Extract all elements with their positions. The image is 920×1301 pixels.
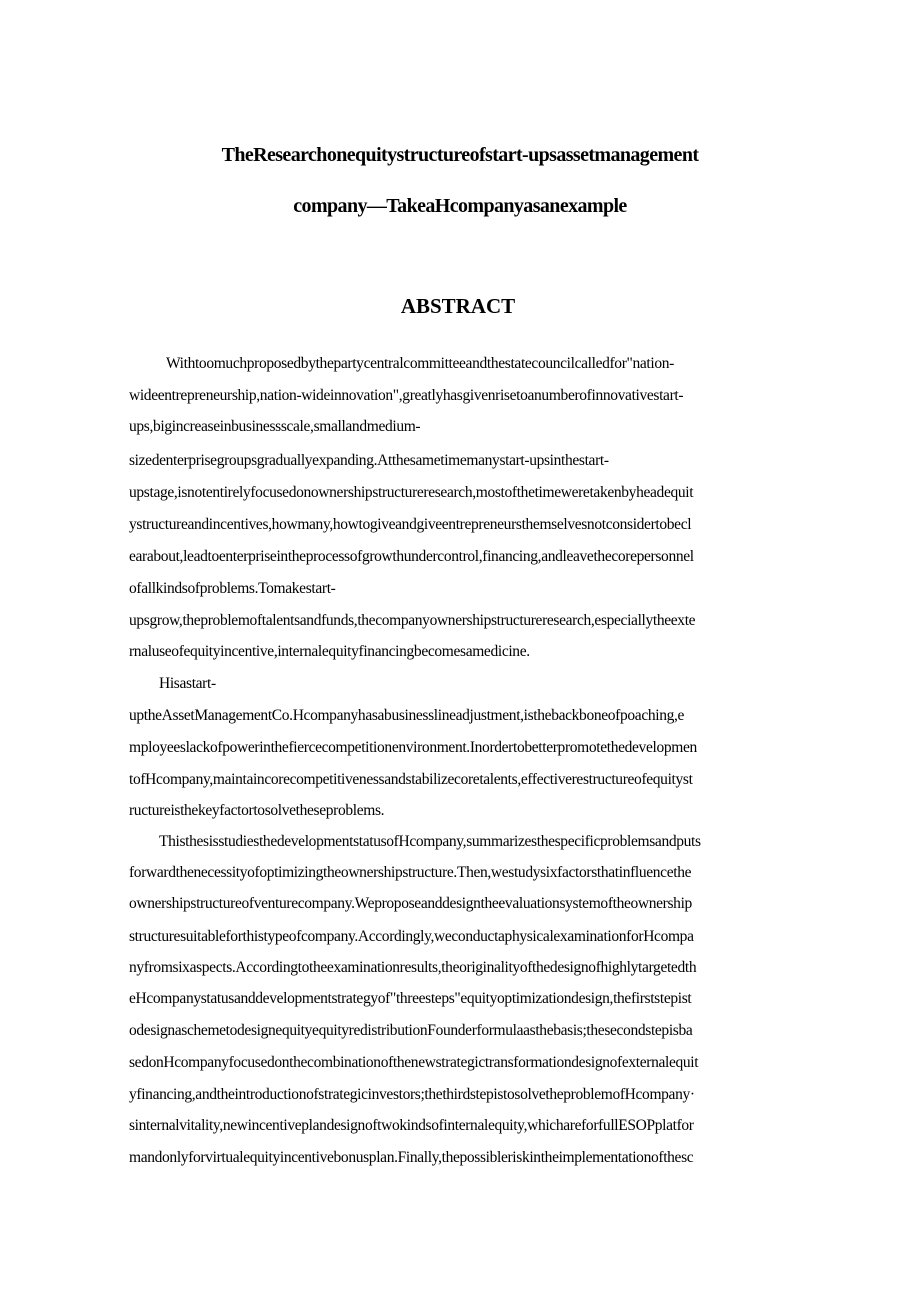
abstract-line: forwardthenecessityofoptimizingtheownershipstructure.Then,westudysixfactorsthatinfluencethe: [129, 864, 692, 881]
abstract-line: earabout,leadtoenterpriseintheprocessofgrowthundercontrol,financing,andleavethecorepersonnel: [129, 548, 694, 565]
abstract-line: tofHcompany,maintaincorecompetitivenessandstabilizecoretalents,effectiverestructureofequityst: [129, 771, 693, 788]
abstract-line: ThisthesisstudiesthedevelopmentstatusofHcompany,summarizesthespecificproblemsandputs: [159, 833, 701, 850]
abstract-heading: ABSTRACT: [400, 294, 516, 318]
abstract-line: sinternalvitality,newincentiveplandesignoftwokindsofinternalequity,whichareforfullESOPplatfor: [129, 1117, 694, 1134]
abstract-line: yfinancing,andtheintroductionofstrategicinvestors;thethirdstepistosolvetheproblemofHcompany·: [129, 1086, 695, 1103]
title-line-2: company—TakeaHcompanyasanexample: [293, 195, 627, 217]
abstract-line: structuresuitableforthistypeofcompany.Accordingly,weconductaphysicalexaminationforHcompa: [129, 928, 694, 945]
abstract-line: sizedenterprisegroupsgraduallyexpanding.Atthesametimemanystart-upsinthestart-: [129, 452, 609, 469]
abstract-line: ructureisthekeyfactortosolvetheseproblems.: [129, 802, 385, 819]
title-line-1: TheResearchonequitystructureofstart-upsassetmanagement: [221, 144, 699, 166]
abstract-line: uptheAssetManagementCo.Hcompanyhasabusinesslineadjustment,isthebackboneofpoaching,e: [129, 707, 685, 724]
abstract-line: ups,bigincreaseinbusinessscale,smallandmedium-: [129, 418, 421, 435]
abstract-line: wideentrepreneurship,nation-wideinnovation",greatlyhasgivenrisetoanumberofinnovativestart-: [129, 387, 684, 404]
abstract-line: ystructureandincentives,howmany,howtogiveandgiveentrepreneursthemselvesnotconsidertobecl: [129, 516, 692, 533]
abstract-line: Hisastart-: [159, 675, 216, 692]
abstract-line: mployeeslackofpowerinthefiercecompetitionenvironment.Inordertobetterpromotethedevelopmen: [129, 739, 697, 756]
abstract-line: eHcompanystatusanddevelopmentstrategyof"threesteps"equityoptimizationdesign,thefirststepist: [129, 990, 692, 1007]
abstract-line: sedonHcompanyfocusedonthecombinationofthenewstrategictransformationdesignofexternalequit: [129, 1054, 699, 1071]
abstract-line: nyfromsixaspects.Accordingtotheexaminationresults,theoriginalityofthedesignofhighlytargetedth: [129, 959, 697, 976]
abstract-line: ownershipstructureofventurecompany.Weproposeanddesigntheevaluationsystemoftheownership: [129, 895, 692, 912]
abstract-line: upstage,isnotentirelyfocusedonownershipstructureresearch,mostofthetimeweretakenbyheadequit: [129, 484, 694, 501]
abstract-line: Withtoomuchproposedbythepartycentralcommitteeandthestatecouncilcalledfor"nation-: [166, 355, 674, 372]
abstract-line: mandonlyforvirtualequityincentivebonusplan.Finally,thepossibleriskintheimplementationofthesc: [129, 1149, 694, 1166]
abstract-line: ofallkindsofproblems.Tomakestart-: [129, 580, 336, 597]
abstract-line: odesignaschemetodesignequityequityredistributionFounderformulaasthebasis;thesecondstepisba: [129, 1022, 693, 1039]
abstract-line: rnaluseofequityincentive,internalequityfinancingbecomesamedicine.: [129, 643, 530, 660]
abstract-line: upsgrow,theproblemoftalentsandfunds,thecompanyownershipstructureresearch,especiallytheexte: [129, 612, 696, 629]
